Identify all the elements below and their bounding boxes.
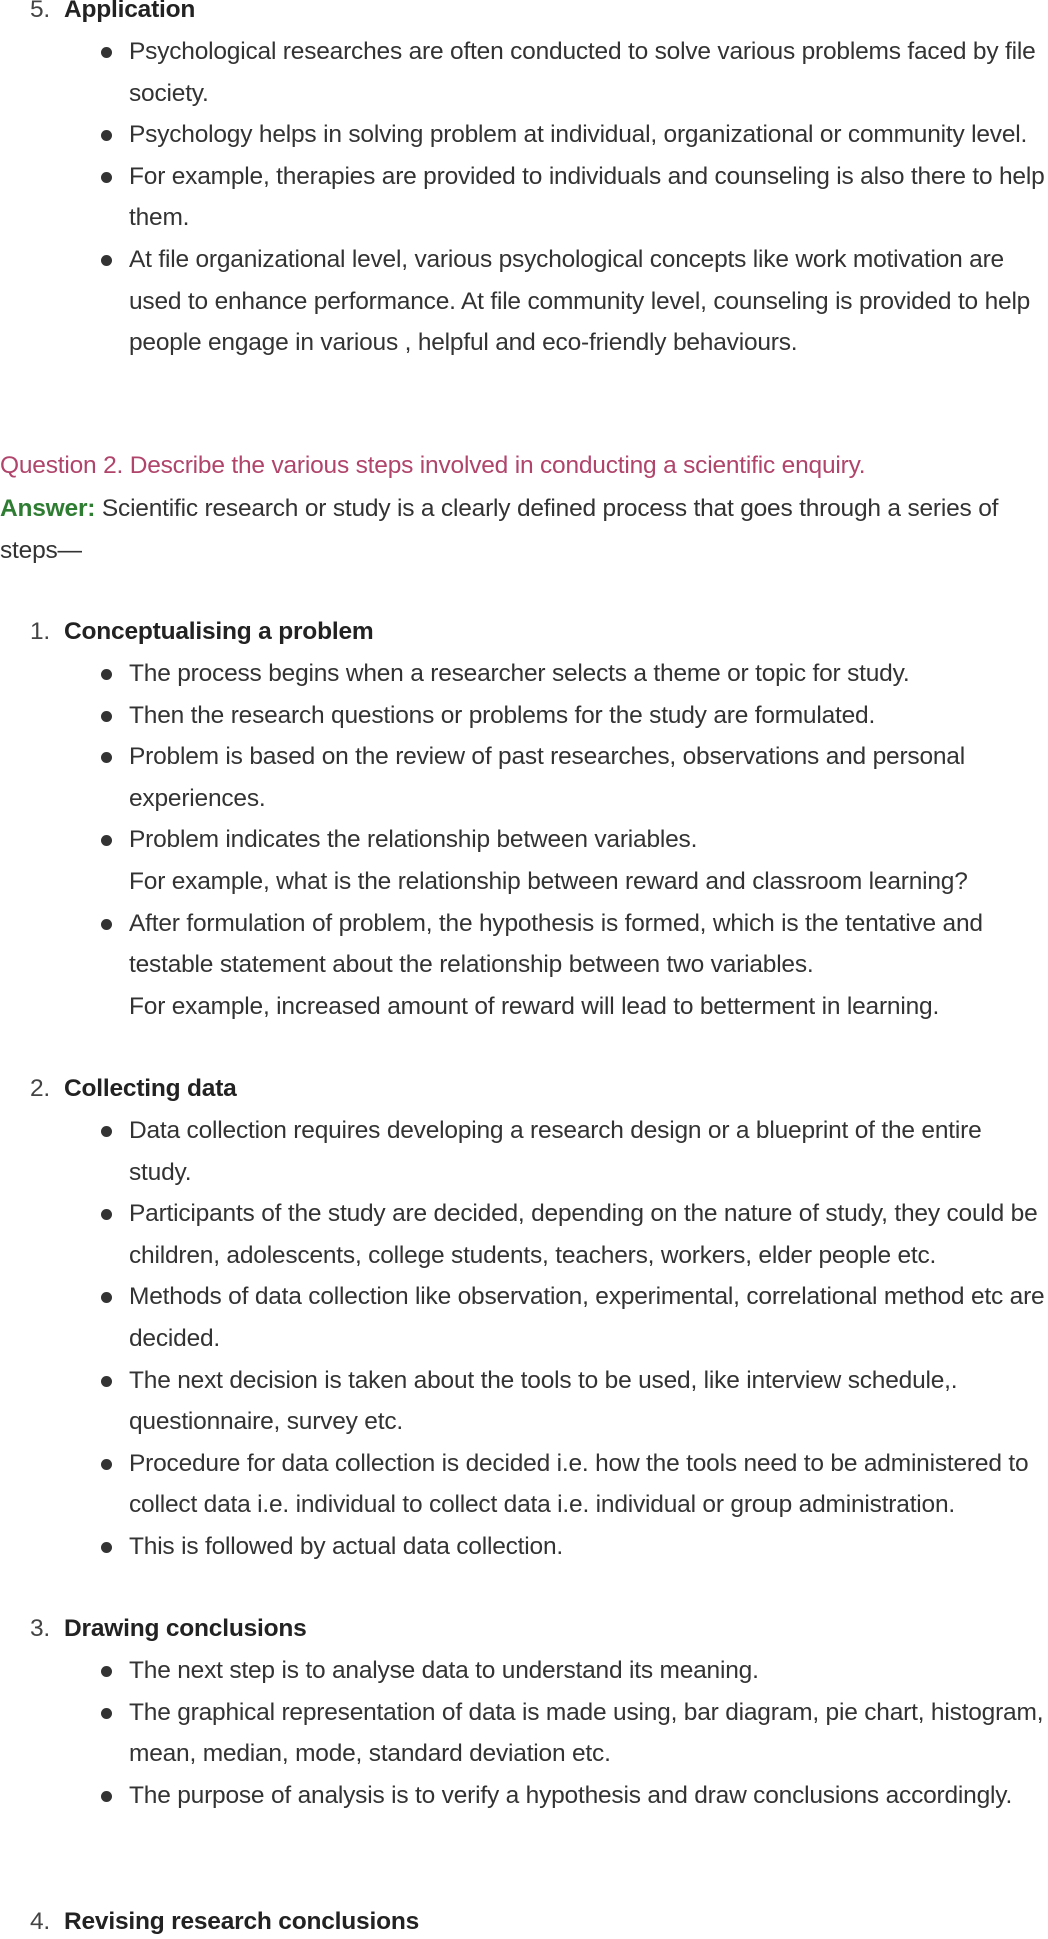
section-number: 2. <box>30 1075 51 1102</box>
bullet-dot-icon <box>101 711 112 722</box>
bullet-dot-icon <box>101 172 112 183</box>
bullet-dot-icon <box>101 1459 112 1470</box>
bullet-dot-icon <box>101 1209 112 1220</box>
list-item: The next decision is taken about the tools to be used, like interview schedule,. questionnaire, survey etc. <box>0 1360 1048 1443</box>
list-item: This is followed by actual data collection. <box>0 1526 1048 1568</box>
bullet-dot-icon <box>101 1791 112 1802</box>
bullet-dot-icon <box>101 1666 112 1677</box>
section-number: 5. <box>30 0 51 23</box>
answer-paragraph <box>0 488 1046 572</box>
bullet-dot-icon <box>101 1542 112 1553</box>
bullet-dot-icon <box>101 47 112 58</box>
bullet-dot-icon <box>101 669 112 680</box>
bullet-list <box>0 1650 1048 1816</box>
list-item: Psychology helps in solving problem at individual, organizational or community level. <box>0 114 1048 156</box>
section-title: Conceptualising a problem <box>64 618 374 645</box>
list-item: The graphical representation of data is made using, bar diagram, pie chart, histogram, mean, median, mode, standard deviation etc. <box>0 1692 1048 1775</box>
list-item: Psychological researches are often conducted to solve various problems faced by file society. <box>0 31 1048 114</box>
list-item: Methods of data collection like observation, experimental, correlational method etc are decided. <box>0 1276 1048 1359</box>
section-number: 3. <box>30 1615 51 1642</box>
list-item: The next step is to analyse data to understand its meaning. <box>0 1650 1048 1692</box>
section-heading <box>30 1906 419 1938</box>
section-heading <box>30 1073 237 1105</box>
bullet-list <box>0 31 1048 364</box>
list-item: Data collection requires developing a research design or a blueprint of the entire study. <box>0 1110 1048 1193</box>
bullet-dot-icon <box>101 1708 112 1719</box>
list-item: Procedure for data collection is decided i.e. how the tools need to be administered to collect data i.e. individual to collect data i.e. individual or group administration. <box>0 1443 1048 1526</box>
bullet-dot-icon <box>101 1376 112 1387</box>
answer-label: Answer: <box>0 495 96 522</box>
list-item: After formulation of problem, the hypothesis is formed, which is the tentative and testable statement about the relationship between two variables. For example, increased amount of reward will lead to betterment in learning. <box>0 903 1048 1028</box>
list-item: At file organizational level, various psychological concepts like work motivation are used to enhance performance. At file community level, counseling is provided to help people engage in various , helpful and eco-friendly behaviours. <box>0 239 1048 364</box>
bullet-dot-icon <box>101 919 112 930</box>
bullet-dot-icon <box>101 1126 112 1137</box>
section-title: Application <box>64 0 196 23</box>
section-heading <box>30 1613 307 1645</box>
bullet-dot-icon <box>101 255 112 266</box>
bullet-list <box>0 653 1048 1027</box>
answer-text: Scientific research or study is a clearly defined process that goes through a series of steps— <box>0 495 999 564</box>
list-item: Problem is based on the review of past researches, observations and personal experiences. <box>0 736 1048 819</box>
list-item: Participants of the study are decided, depending on the nature of study, they could be children, adolescents, college students, teachers, workers, elder people etc. <box>0 1193 1048 1276</box>
section-number: 1. <box>30 618 51 645</box>
section-heading <box>30 616 373 648</box>
list-item: The purpose of analysis is to verify a hypothesis and draw conclusions accordingly. <box>0 1775 1048 1817</box>
bullet-dot-icon <box>101 752 112 763</box>
bullet-dot-icon <box>101 130 112 141</box>
question-heading: Question 2. Describe the various steps involved in conducting a scientific enquiry. <box>0 452 866 479</box>
section-heading <box>30 0 195 26</box>
list-item: For example, therapies are provided to individuals and counseling is also there to help them. <box>0 156 1048 239</box>
bullet-dot-icon <box>101 1292 112 1303</box>
section-title: Drawing conclusions <box>64 1615 307 1642</box>
list-item: The process begins when a researcher selects a theme or topic for study. <box>0 653 1048 695</box>
bullet-dot-icon <box>101 835 112 846</box>
list-item: Then the research questions or problems for the study are formulated. <box>0 695 1048 737</box>
section-title: Revising research conclusions <box>64 1908 420 1935</box>
bullet-list <box>0 1110 1048 1568</box>
section-number: 4. <box>30 1908 51 1935</box>
list-item: Problem indicates the relationship between variables. For example, what is the relationship between reward and classroom learning? <box>0 819 1048 902</box>
section-title: Collecting data <box>64 1075 237 1102</box>
